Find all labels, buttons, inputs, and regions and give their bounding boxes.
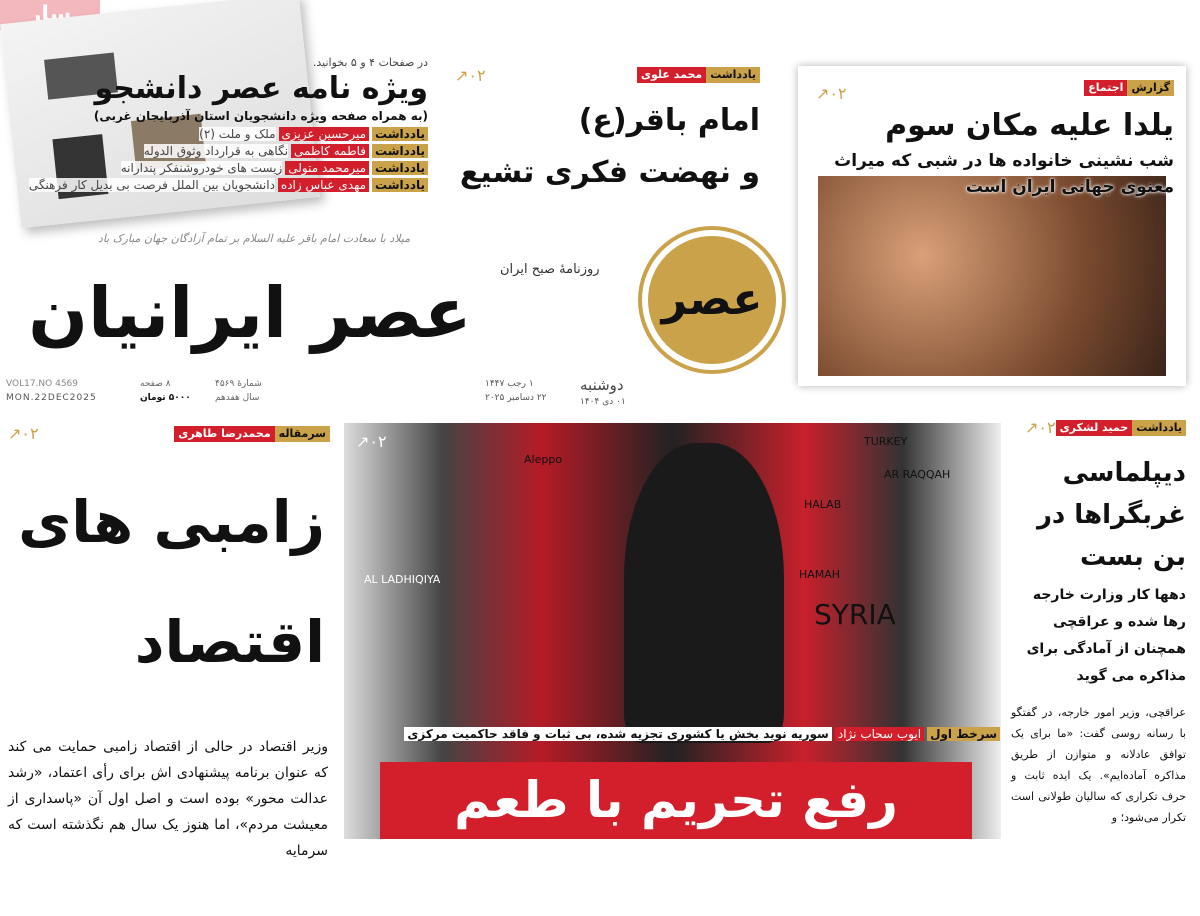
- diplomacy-column: [1011, 452, 1186, 828]
- price: ۵۰۰۰ تومان: [140, 393, 191, 403]
- top-article-headline[interactable]: امام باقر(ع) و نهضت فکری تشیع: [459, 103, 760, 190]
- editorial-headline[interactable]: زامبی های اقتصاد: [18, 488, 325, 676]
- portrait-figure: [624, 443, 784, 743]
- supplement-note[interactable]: [28, 127, 428, 141]
- date-lunar: ۱ رجب ۱۴۴۷: [485, 379, 534, 389]
- report-tag: گزارش اجتماع: [1084, 80, 1174, 96]
- map-label: AR RAQQAH: [884, 468, 951, 481]
- page-arrow-icon[interactable]: ↗۰۲: [1025, 418, 1056, 437]
- page-arrow-icon[interactable]: ↗۰۲: [455, 66, 486, 85]
- supplement-pages: در صفحات ۴ و ۵ بخوانید.: [312, 56, 428, 69]
- volume-year: سال هفدهم: [215, 393, 260, 403]
- vol-number: VOL17.NO 4569: [6, 379, 78, 389]
- note-author: میرحسین عزیزی: [279, 127, 370, 141]
- note-title: زیست های خودروشنفکر پندارانه: [120, 161, 283, 175]
- date-gregorian: ۲۲ دسامبر ۲۰۲۵: [485, 393, 547, 403]
- note-kind: یادداشت: [372, 127, 428, 141]
- report-subtitle: شب نشینی خانواده ها در شبی که میراث معنوی جهانی ایران است: [834, 151, 1174, 197]
- note-author: فاطمه کاظمی: [291, 144, 369, 158]
- supplement-note[interactable]: [28, 161, 428, 175]
- supplement-box[interactable]: [28, 56, 428, 195]
- note-author: مهدی عباس زاده: [278, 178, 369, 192]
- greeting: میلاد با سعادت امام باقر علیه السلام بر تمام آزادگان جهان مبارک باد: [97, 232, 410, 245]
- page-count: ۸ صفحه: [140, 379, 171, 389]
- lead-kicker[interactable]: [380, 727, 1000, 741]
- report-card[interactable]: [798, 66, 1186, 386]
- lead-headline[interactable]: رفع تحریم با طعم تجزیه: [380, 762, 972, 839]
- editorial-tag: سرمقاله محمدرضا طاهری: [174, 426, 330, 442]
- date-english: MON.22DEC2025: [6, 393, 97, 403]
- note-author: میرمحمد متولی: [285, 161, 369, 175]
- lead-tag: سرخط اول: [927, 727, 1000, 741]
- lead-author: ایوب سحاب نژاد: [835, 727, 924, 741]
- masthead-logo: عصر ایرانیان: [28, 272, 472, 354]
- map-label: Aleppo: [524, 453, 563, 466]
- supplement-note[interactable]: [28, 144, 428, 158]
- issue-number: شمارهٔ ۴۵۶۹: [215, 379, 262, 389]
- yalda-family-photo: [818, 176, 1166, 376]
- note-title: دانشجویان بین الملل فرصت بی بدیل کار فرهنگی: [28, 178, 275, 192]
- map-label: HAMAH: [799, 568, 841, 581]
- top-article-tag: یادداشت محمد علوی: [637, 67, 760, 83]
- note-title: نگاهی به قرارداد وثوق الدوله: [143, 144, 289, 158]
- page-arrow-icon[interactable]: ↗۰۲: [816, 84, 847, 103]
- masthead-tagline: روزنامهٔ صبح ایران: [500, 262, 600, 277]
- diplomacy-headline[interactable]: دیپلماسی غربگراها در بن بست: [1036, 458, 1186, 572]
- page-arrow-icon[interactable]: ↗۰۲: [8, 424, 39, 443]
- masthead-seal: عصر: [642, 230, 782, 370]
- date-solar: ۰۱ دی ۱۴۰۴: [580, 397, 626, 407]
- editorial-body: وزیر اقتصاد در حالی از اقتصاد زامبی حمایت می کند که عنوان برنامه پیشنهادی اش برای رأی اعتماد، «رشد عدالت محور» بوده است و اصل اول آن «پاسداری از معیشت مردم»، اما هنوز یک سال هم نگذشته است که سرمایه: [8, 739, 328, 859]
- map-label: AL LADHIQIYA: [364, 573, 441, 586]
- diplomacy-tag: یادداشت حمید لشکری: [1056, 420, 1186, 436]
- diplomacy-body: عراقچی، وزیر امور خارجه، در گفتگو با رسانه روسی گفت: «ما برای یک توافق عادلانه و متوازن از طریق مذاکره آماده‌ایم». یک ایده ثابت و حرف تکراری که سالیان طولانی است تکرار می‌شود؛ و: [1011, 706, 1186, 824]
- map-label: TURKEY: [864, 435, 908, 448]
- supplement-subtitle: (به همراه صفحه ویژه دانشجویان استان آذربایجان غربی): [93, 109, 428, 123]
- map-label: SYRIA: [814, 598, 896, 631]
- note-kind: یادداشت: [372, 161, 428, 175]
- note-kind: یادداشت: [372, 178, 428, 192]
- note-kind: یادداشت: [372, 144, 428, 158]
- weekday: دوشنبه: [580, 376, 624, 394]
- watermark-logo: سار: [0, 0, 100, 30]
- supplement-note[interactable]: [28, 178, 428, 192]
- map-label: HALAB: [804, 498, 842, 511]
- diplomacy-subtitle: دهها کار وزارت خارجه رها شده و عراقچی همچنان از آمادگی برای مذاکره می گوید: [1026, 587, 1186, 684]
- supplement-title: ویژه نامه عصر دانشجو: [94, 71, 428, 106]
- lead-kicker-text: سوریه نوید بخش یا کشوری تجزیه شده، بی ثبات و فاقد حاکمیت مرکزی: [404, 727, 831, 741]
- report-headline: یلدا علیه مکان سوم: [885, 108, 1174, 143]
- page-arrow-icon[interactable]: ↗۰۲: [356, 432, 387, 451]
- note-title: ملک و ملت (۲): [199, 127, 276, 141]
